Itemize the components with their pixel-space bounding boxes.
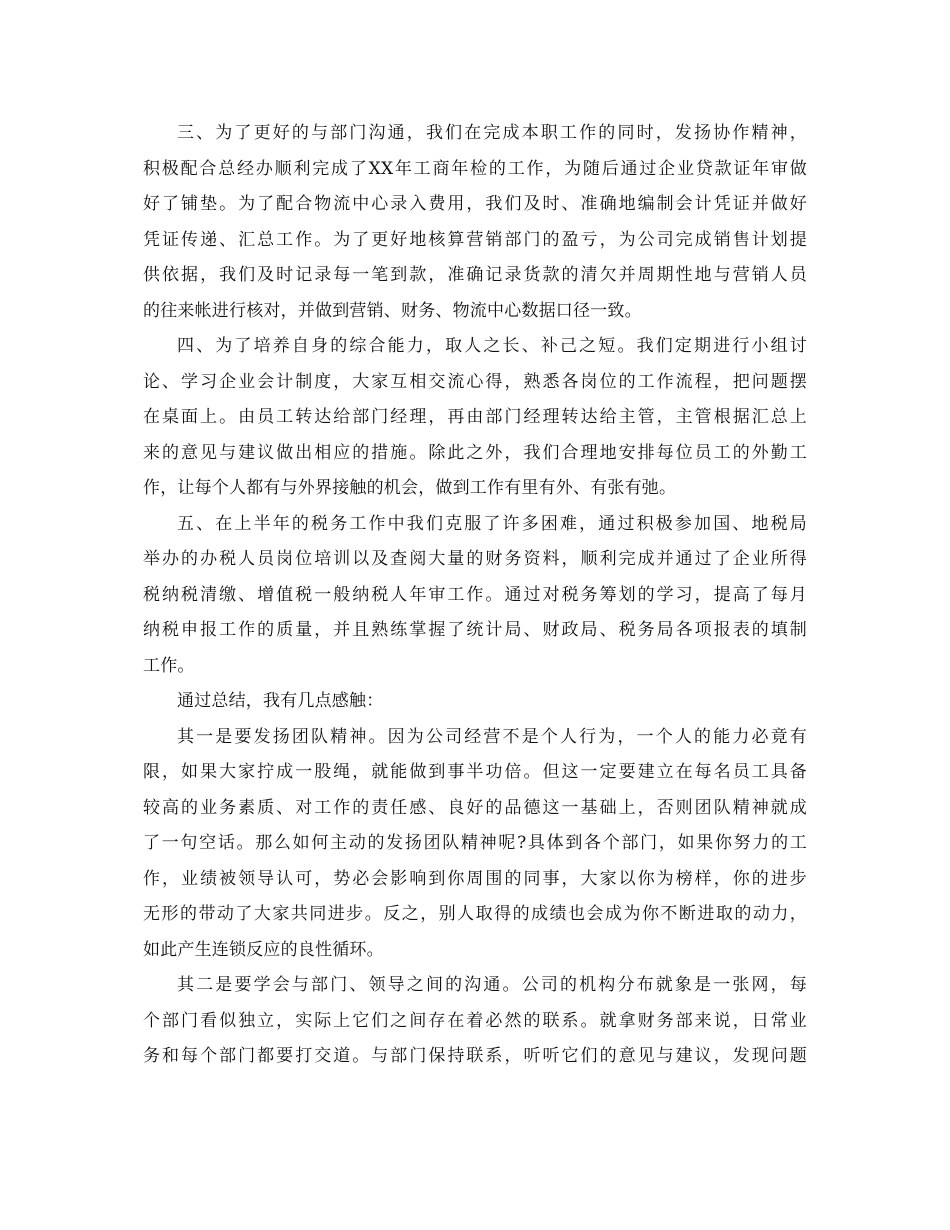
paragraph-line: 来的意见与建议做出相应的措施。除此之外，我们合理地安排每位员工的外勤工 <box>143 442 807 463</box>
paragraph-line: 税纳税清缴、增值税一般纳税人年审工作。通过对税务筹划的学习，提高了每月 <box>143 584 807 605</box>
paragraph-line: 如此产生连锁反应的良性循环。 <box>143 939 384 960</box>
paragraph-line: 通过总结，我有几点感触： <box>177 691 384 711</box>
paragraph-line: 在桌面上。由员工转达给部门经理，再由部门经理转达给主管，主管根据汇总上 <box>143 407 807 427</box>
paragraph-line: 五、在上半年的税务工作中我们克服了许多困难，通过积极参加国、地税局 <box>177 513 807 534</box>
paragraph-line: 作，业绩被领导认可，势必会影响到你周围的同事，大家以你为榜样，你的进步 <box>143 868 807 889</box>
paragraph-line: 作，让每个人都有与外界接触的机会，做到工作有里有外、有张有弛。 <box>143 478 677 498</box>
paragraph-line: 三、为了更好的与部门沟通，我们在完成本职工作的同时，发扬协作精神， <box>177 123 807 143</box>
paragraph-line: 无形的带动了大家共同进步。反之，别人取得的成绩也会成为你不断进取的动力， <box>143 904 807 924</box>
paragraph-line: 供依据，我们及时记录每一笔到款，准确记录货款的清欠并周期性地与营销人员 <box>143 265 807 285</box>
paragraph-line: 好了铺垫。为了配合物流中心录入费用，我们及时、准确地编制会计凭证并做好 <box>143 194 807 214</box>
paragraph-line: 凭证传递、汇总工作。为了更好地核算营销部门的盈亏，为公司完成销售计划提 <box>143 229 807 250</box>
paragraph-line: 纳税申报工作的质量，并且熟练掌握了统计局、财政局、税务局各项报表的填制 <box>143 620 807 640</box>
paragraph-line: 工作。 <box>143 655 195 676</box>
paragraph-line: 积极配合总经办顺利完成了XX年工商年检的工作，为随后通过企业贷款证年审做 <box>143 158 807 179</box>
paragraph-line: 举办的办税人员岗位培训以及查阅大量的财务资料，顺利完成并通过了企业所得 <box>143 549 807 569</box>
paragraph-line: 其一是要发扬团队精神。因为公司经营不是个人行为，一个人的能力必竟有 <box>177 726 807 747</box>
paragraph-line: 务和每个部门都要打交道。与部门保持联系，听听它们的意见与建议，发现问题 <box>143 1046 807 1066</box>
paragraph-line: 论、学习企业会计制度，大家互相交流心得，熟悉各岗位的工作流程，把问题摆 <box>143 371 807 392</box>
paragraph-line: 了一句空话。那么如何主动的发扬团队精神呢?具体到各个部门，如果你努力的工 <box>143 833 807 853</box>
paragraph-line: 四、为了培养自身的综合能力，取人之长、补己之短。我们定期进行小组讨 <box>177 336 807 356</box>
paragraph-line: 个部门看似独立，实际上它们之间存在着必然的联系。就拿财务部来说，日常业 <box>143 1010 807 1031</box>
paragraph-line: 较高的业务素质、对工作的责任感、良好的品德这一基础上，否则团队精神就成 <box>143 797 807 818</box>
paragraph-line: 其二是要学会与部门、领导之间的沟通。公司的机构分布就象是一张网，每 <box>177 975 807 995</box>
document-body <box>143 116 807 1075</box>
paragraph-line: 限，如果大家拧成一股绳，就能做到事半功倍。但这一定要建立在每名员工具备 <box>143 762 807 782</box>
paragraph-line: 的往来帐进行核对，并做到营销、财务、物流中心数据口径一致。 <box>143 300 642 321</box>
